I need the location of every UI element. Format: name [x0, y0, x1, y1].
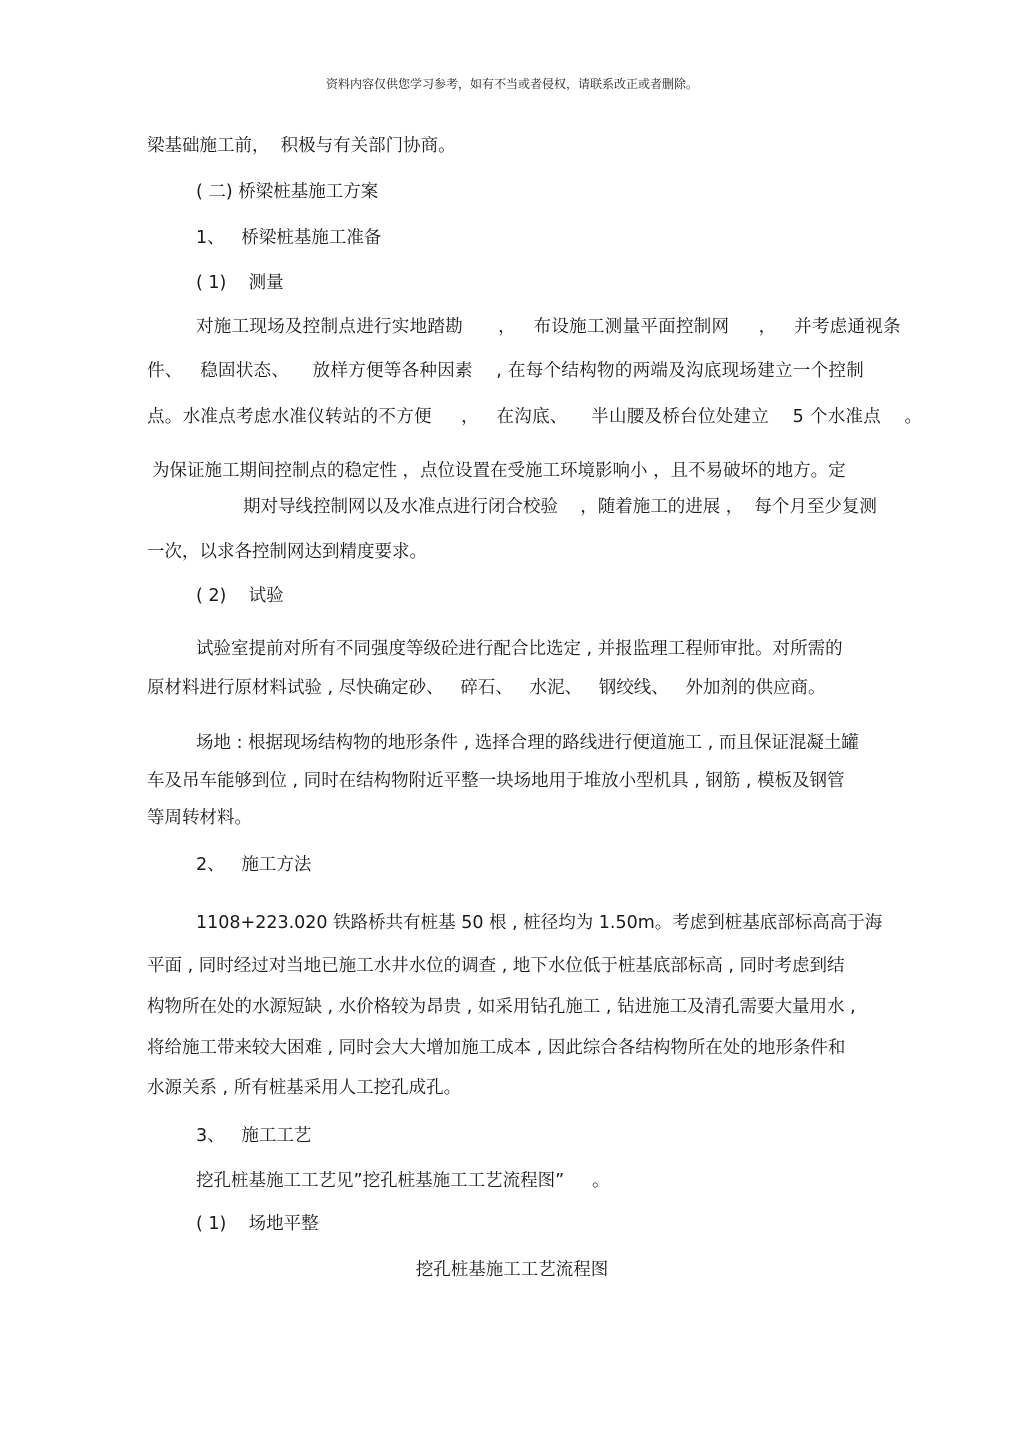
- paragraph-line: 试验室提前对所有不同强度等级砼进行配合比选定 , 并报监理工程师审批。对所需的: [196, 639, 843, 659]
- paragraph-line: 水源关系 , 所有桩基采用人工挖孔成孔。: [147, 1078, 462, 1098]
- paragraph-line: 将给施工带来较大困难 , 同时会大大增加施工成本 , 因此综合各结构物所在处的地形条件和: [147, 1038, 846, 1058]
- paragraph-line: 等周转材料。: [147, 808, 252, 828]
- paragraph-line: 原材料进行原材料试验 , 尽快确定砂、 碎石、 水泥、 钢绞线、 外加剂的供应商。: [147, 678, 826, 698]
- item-heading: ( 2) 试验: [196, 586, 284, 606]
- paragraph-line: 点。水准点考虑水准仪转站的不方便 ， 在沟底、 半山腰及桥台位处建立 5 个水准点 。: [147, 407, 923, 427]
- paragraph-line: 1108+223.020 铁路桥共有桩基 50 根 , 桩径均为 1.50m。考虑到桩基底部标高高于海: [196, 913, 883, 933]
- paragraph-line: 件、 稳固状态、 放样方便等各种因素 , 在每个结构物的两端及沟底现场建立一个控制: [147, 361, 865, 381]
- paragraph-line: 梁基础施工前， 积极与有关部门协商。: [147, 136, 456, 156]
- paragraph-line: 对施工现场及控制点进行实地踏勘 ， 布设施工测量平面控制网 ， 并考虑通视条: [196, 317, 901, 337]
- paragraph-line: 场地 : 根据现场结构物的地形条件 , 选择合理的路线进行便道施工 , 而且保证混凝土罐: [196, 733, 859, 753]
- paragraph-line: 构物所在处的水源短缺 , 水价格较为昂贵 , 如采用钻孔施工 , 钻进施工及清孔需要大量用水 ,: [147, 997, 856, 1017]
- subsection-heading: 3、 施工工艺: [196, 1126, 312, 1146]
- section-heading: ( 二) 桥梁桩基施工方案: [196, 182, 379, 202]
- paragraph-line: 平面 , 同时经过对当地已施工水井水位的调查 , 地下水位低于桩基底部标高 , 同时考虑到结: [147, 956, 845, 976]
- figure-caption: 挖孔桩基施工工艺流程图: [415, 1260, 609, 1280]
- page-header-notice: 资料内容仅供您学习参考，如有不当或者侵权，请联系改正或者删除。: [325, 77, 698, 91]
- subsection-heading: 2、 施工方法: [196, 855, 312, 875]
- subsection-heading: 1、 桥梁桩基施工准备: [196, 228, 382, 248]
- paragraph-line: 一次，以求各控制网达到精度要求。: [147, 542, 427, 562]
- paragraph-line: 车及吊车能够到位 , 同时在结构物附近平整一块场地用于堆放小型机具 , 钢筋 , 模板及钢管: [147, 771, 845, 791]
- paragraph-line: 挖孔桩基施工工艺见”挖孔桩基施工工艺流程图” 。: [196, 1171, 610, 1191]
- paragraph-line: 期对导线控制网以及水准点进行闭合校验 ，随着施工的进展 ， 每个月至少复测: [243, 497, 877, 517]
- item-heading: ( 1) 测量: [196, 273, 284, 293]
- paragraph-line: 为保证施工期间控制点的稳定性 ，点位设置在受施工环境影响小 ，且不易破坏的地方。定: [152, 461, 846, 481]
- item-heading: ( 1) 场地平整: [196, 1214, 319, 1234]
